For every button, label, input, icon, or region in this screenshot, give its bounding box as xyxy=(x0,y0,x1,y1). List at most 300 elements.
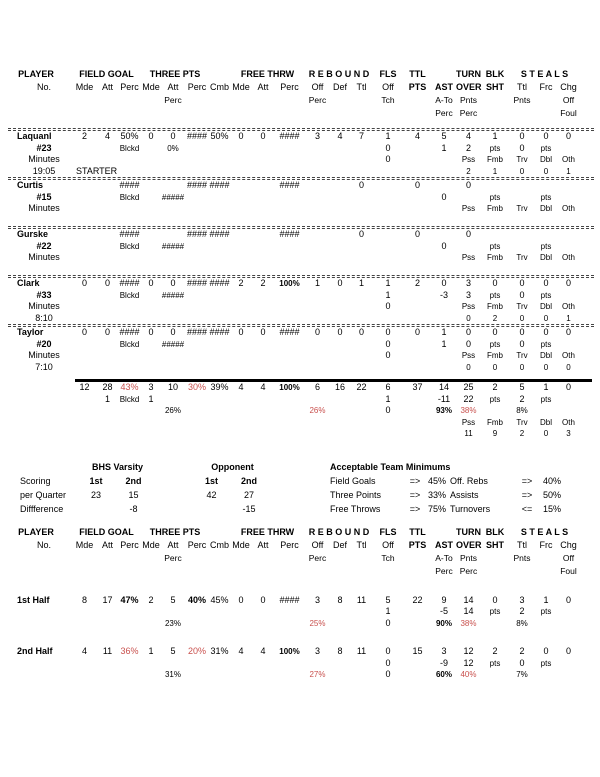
cell: 0 xyxy=(519,313,525,323)
cell: Dbl xyxy=(539,351,552,360)
cell: => xyxy=(521,489,533,500)
cell: Curtis xyxy=(17,180,44,190)
cell: 100% xyxy=(279,279,300,288)
cell: Ttl xyxy=(517,539,527,550)
cell: 3 xyxy=(314,646,320,656)
cell: 45% xyxy=(210,594,229,605)
cell: 30% xyxy=(187,382,206,392)
cell: 0 xyxy=(566,362,571,372)
cell: 0 xyxy=(238,131,244,141)
summary-titles-row xyxy=(0,460,600,474)
cell: Trv xyxy=(516,417,528,427)
cell: pts xyxy=(540,394,552,404)
cell: Foul xyxy=(560,108,577,118)
cell: 8 xyxy=(81,594,87,605)
cell: pts xyxy=(489,143,501,153)
cell: PTS xyxy=(408,82,427,92)
cell: 38% xyxy=(460,406,477,415)
cell: Blckd xyxy=(119,241,140,251)
cell: 2nd xyxy=(125,475,142,486)
cell: 31% xyxy=(164,670,181,679)
cell: 0% xyxy=(167,143,179,153)
cell: Pss xyxy=(461,302,476,311)
cell: BHS Varsity xyxy=(91,461,144,472)
cell: #### xyxy=(209,180,230,190)
cell: 0 xyxy=(385,646,391,656)
cell: Att xyxy=(167,82,179,92)
totals-block xyxy=(0,382,600,440)
cell: 5 xyxy=(441,131,447,141)
summary-row-quarter xyxy=(0,488,600,502)
cell: S T E A L S xyxy=(520,526,569,537)
cell: Minutes xyxy=(28,203,60,213)
cell: Oth xyxy=(562,351,575,360)
cell: A-To xyxy=(435,552,453,563)
cell: 0 xyxy=(337,327,343,337)
cell: SHT xyxy=(486,539,504,550)
header-row-groups xyxy=(0,526,580,539)
cell: TURN xyxy=(456,526,481,537)
cell: 4 xyxy=(260,382,266,392)
cell: 1 xyxy=(358,278,364,288)
cell: 90% xyxy=(435,618,452,628)
cell: Oth xyxy=(562,155,575,164)
cell: 36% xyxy=(120,646,139,656)
cell: Mde xyxy=(75,82,94,92)
cell: Frc xyxy=(539,82,553,92)
cell: FIELD GOAL xyxy=(79,69,134,79)
cell: 33% xyxy=(427,489,446,500)
cell: #### xyxy=(209,278,230,288)
cell: Perc xyxy=(120,539,139,550)
player-row-time xyxy=(0,215,580,227)
cell: Diffference xyxy=(20,503,64,514)
cell: Perc xyxy=(187,82,207,92)
cell: Perc xyxy=(120,82,139,92)
cell: 8% xyxy=(516,406,528,415)
cell: 0 xyxy=(414,229,420,239)
cell: 12 xyxy=(463,657,474,668)
spacer xyxy=(0,578,600,595)
cell: 5 xyxy=(170,646,176,656)
cell: Ttl xyxy=(356,82,367,92)
cell: <= xyxy=(521,503,533,514)
cell: THREE PTS xyxy=(149,526,201,537)
cell: 14 xyxy=(463,606,474,616)
cell: STARTER xyxy=(76,165,118,176)
player-row-minutes xyxy=(0,154,580,166)
cell: Pss xyxy=(461,155,476,164)
cell: #### xyxy=(279,180,300,190)
cell: #### xyxy=(119,278,140,288)
cell: 100% xyxy=(279,647,300,656)
cell: 0 xyxy=(565,327,571,337)
cell: 0 xyxy=(565,278,571,288)
cell: 4 xyxy=(465,131,471,141)
cell: Fmb xyxy=(487,155,503,164)
player-row-main xyxy=(0,327,580,339)
cell: 1 xyxy=(566,313,571,323)
cell: 2 xyxy=(414,278,420,288)
cell: 7:10 xyxy=(35,361,53,372)
cell: 0 xyxy=(385,669,391,679)
cell: 0 xyxy=(104,278,110,288)
cell: Minutes xyxy=(28,252,60,262)
cell: Att xyxy=(101,82,113,92)
player-row-main xyxy=(0,131,580,143)
cell: A-To xyxy=(435,95,453,105)
cell: 5 xyxy=(519,382,525,392)
cell: BLK xyxy=(485,526,505,537)
cell: 0 xyxy=(543,362,549,372)
cell: 4 xyxy=(81,646,87,656)
cell: 0 xyxy=(385,301,391,311)
cell: 0 xyxy=(170,278,176,288)
cell: 28 xyxy=(102,382,113,392)
cell: 0 xyxy=(441,278,447,288)
cell: FREE THRW xyxy=(240,69,295,79)
player-row-number xyxy=(0,143,580,155)
cell: 12 xyxy=(79,382,90,392)
player-row-minutes xyxy=(0,203,580,215)
cell: #23 xyxy=(36,142,52,153)
cell: Dbl xyxy=(539,302,552,311)
cell: 3 xyxy=(465,278,471,288)
player-block-clark xyxy=(0,278,600,324)
cell: 0 xyxy=(260,594,266,605)
cell: 0 xyxy=(465,338,471,349)
cell: Trv xyxy=(516,155,528,164)
cell: 0 xyxy=(238,327,244,337)
cell: 0 xyxy=(565,646,571,656)
player-row-time xyxy=(0,362,580,374)
cell: -11 xyxy=(437,393,451,404)
cell: 1 xyxy=(104,393,110,404)
cell: 0 xyxy=(465,327,471,337)
cell: 0 xyxy=(543,646,549,656)
cell: 1st xyxy=(89,475,103,486)
cell: Scoring xyxy=(20,475,51,486)
cell: 4 xyxy=(337,131,343,141)
cell: 8 xyxy=(337,646,343,656)
cell: Perc xyxy=(187,539,207,550)
cell: Att xyxy=(257,82,269,92)
cell: 2 xyxy=(466,166,471,176)
cell: 1st xyxy=(204,475,218,486)
cell: 2 xyxy=(519,606,525,616)
cell: 0 xyxy=(492,362,498,372)
cell: 0 xyxy=(519,289,525,300)
cell: 0 xyxy=(385,657,391,668)
cell: AST xyxy=(435,82,453,92)
cell: 0 xyxy=(238,594,244,605)
cell: Tch xyxy=(381,95,395,105)
cell: Att xyxy=(101,539,113,550)
cell: Perc xyxy=(280,539,299,550)
cell: Minutes xyxy=(28,154,60,164)
cell: 93% xyxy=(435,406,452,415)
cell: pts xyxy=(540,339,552,349)
cell: #22 xyxy=(36,240,52,251)
cell: 40% xyxy=(542,475,561,486)
cell: 0 xyxy=(385,338,391,349)
cell: -3 xyxy=(439,289,448,300)
cell: 3 xyxy=(148,382,154,392)
second-half-block xyxy=(0,646,600,681)
cell: Chg xyxy=(560,539,577,550)
cell: R E B O U N D xyxy=(308,526,370,537)
cell: #### xyxy=(186,131,208,141)
cell: 0 xyxy=(492,327,498,337)
cell: 11 xyxy=(464,429,473,438)
cell: Acceptable Team Minimums xyxy=(330,461,451,472)
cell: 0 xyxy=(337,278,343,288)
cell: 1 xyxy=(148,646,154,656)
player-block-curtis xyxy=(0,180,600,226)
spacer xyxy=(0,0,600,68)
cell: 22 xyxy=(463,393,474,404)
player-block-taylor xyxy=(0,327,600,373)
cell: 11 xyxy=(356,646,367,656)
header-row-groups xyxy=(0,68,580,81)
cell: 40% xyxy=(460,670,477,679)
cell: 14 xyxy=(463,594,474,605)
cell: No. xyxy=(36,539,51,550)
cell: 0 xyxy=(414,180,420,190)
cell: Chg xyxy=(560,82,577,92)
cell: 0 xyxy=(543,131,549,141)
cell: #### xyxy=(209,229,230,239)
cell: Fmb xyxy=(487,204,503,213)
cell: #33 xyxy=(36,289,52,300)
cell: Def xyxy=(332,82,347,92)
cell: Mde xyxy=(232,539,250,550)
cell: #### xyxy=(186,229,208,239)
cell: 0 xyxy=(358,229,364,239)
cell: Ttl xyxy=(517,82,527,92)
cell: Turnovers xyxy=(450,503,491,514)
cell: Perc xyxy=(435,108,453,118)
cell: 4 xyxy=(238,646,244,656)
cell: Att xyxy=(257,539,269,550)
cell: Oth xyxy=(562,417,575,427)
cell: 0 xyxy=(466,313,471,323)
cell: Off xyxy=(562,95,575,105)
cell: Oth xyxy=(562,204,575,213)
cell: 12 xyxy=(463,646,474,656)
cell: 2 xyxy=(492,646,498,656)
cell: 0 xyxy=(543,327,549,337)
half-row-main xyxy=(0,595,580,607)
cell: 0 xyxy=(81,327,87,337)
cell: 6 xyxy=(314,382,320,392)
summary-row-scoring xyxy=(0,474,600,488)
cell: 2 xyxy=(492,313,498,323)
cell: Cmb xyxy=(209,82,229,92)
cell: Three Points xyxy=(330,489,382,500)
cell: Minutes xyxy=(28,350,60,360)
cell: Fmb xyxy=(487,351,503,360)
summary-section xyxy=(0,460,600,516)
spacer xyxy=(0,440,600,460)
cell: 3 xyxy=(314,594,320,605)
cell: Dbl xyxy=(539,253,552,262)
cell: 11 xyxy=(356,594,367,605)
cell: 50% xyxy=(120,131,139,141)
cell: AST xyxy=(435,539,453,550)
cell: 50% xyxy=(210,131,229,141)
cell: 0 xyxy=(385,617,391,628)
totals-row-labels xyxy=(0,417,580,429)
cell: #### xyxy=(209,327,230,337)
player-row-number xyxy=(0,241,580,253)
cell: 0 xyxy=(441,191,447,202)
cell: 16 xyxy=(334,382,345,392)
cell: 0 xyxy=(543,429,549,438)
cell: 0 xyxy=(543,313,549,323)
player-row-number xyxy=(0,290,580,302)
cell: Off. Rebs xyxy=(450,475,488,486)
cell: 0 xyxy=(148,131,154,141)
cell: Frc xyxy=(539,539,553,550)
cell: 0 xyxy=(104,327,110,337)
cell: 75% xyxy=(427,503,446,514)
cell: S T E A L S xyxy=(520,69,569,79)
cell: 47% xyxy=(120,594,139,605)
cell: Perc xyxy=(435,565,453,576)
cell: pts xyxy=(489,658,501,668)
cell: pts xyxy=(489,192,501,202)
cell: #### xyxy=(279,229,300,239)
cell: Cmb xyxy=(209,539,229,550)
cell: ##### xyxy=(161,339,185,349)
cell: 5 xyxy=(385,594,391,605)
header-row-columns xyxy=(0,81,580,94)
header-row-sub1 xyxy=(0,94,580,107)
cell: pts xyxy=(489,290,501,300)
cell: 0 xyxy=(519,142,525,153)
cell: Fmb xyxy=(487,302,503,311)
cell: Off xyxy=(382,82,394,92)
cell: 0 xyxy=(543,278,549,288)
player-row-minutes xyxy=(0,350,580,362)
cell: 0 xyxy=(492,278,498,288)
cell: Pss xyxy=(461,351,476,360)
cell: Pss xyxy=(461,204,476,213)
cell: 8 xyxy=(337,594,343,605)
cell: Fmb xyxy=(487,253,503,262)
cell: pts xyxy=(540,192,552,202)
cell: 37 xyxy=(412,382,423,392)
cell: 0 xyxy=(441,240,447,251)
cell: 1 xyxy=(385,393,391,404)
cell: 40% xyxy=(187,594,206,605)
cell: 2 xyxy=(519,646,525,656)
cell: Off xyxy=(311,82,324,92)
cell: TURN xyxy=(456,69,481,79)
player-row-minutes xyxy=(0,252,580,264)
cell: pts xyxy=(540,241,552,251)
cell: Att xyxy=(167,539,179,550)
cell: 15% xyxy=(542,503,561,514)
cell: 2 xyxy=(492,382,498,392)
cell: PLAYER xyxy=(18,69,54,79)
player-block-laquanl xyxy=(0,131,600,177)
half-row-2 xyxy=(0,658,580,670)
cell: Perc xyxy=(459,108,478,118)
cell: 2 xyxy=(238,278,244,288)
cell: => xyxy=(409,475,421,486)
cell: 0 xyxy=(565,382,571,392)
cell: 39% xyxy=(210,382,229,392)
cell: 0 xyxy=(385,405,391,415)
cell: pts xyxy=(540,658,552,668)
cell: 26% xyxy=(164,406,181,415)
cell: -8 xyxy=(129,503,138,514)
cell: -5 xyxy=(439,606,448,616)
cell: #### xyxy=(186,278,208,288)
cell: 0 xyxy=(358,180,364,190)
cell: Mde xyxy=(142,539,160,550)
cell: pts xyxy=(489,339,501,349)
cell: 22 xyxy=(412,594,423,605)
cell: Dbl xyxy=(539,155,552,164)
cell: Free Throws xyxy=(330,503,381,514)
spacer xyxy=(0,516,600,526)
header-row-sub1 xyxy=(0,552,580,565)
cell: Blckd xyxy=(119,192,140,202)
cell: 45% xyxy=(427,475,446,486)
cell: Dbl xyxy=(539,204,552,213)
cell: Tch xyxy=(381,552,395,563)
cell: Minutes xyxy=(28,301,60,311)
cell: Fmb xyxy=(487,417,503,427)
cell: 1 xyxy=(492,131,498,141)
totals-row-values xyxy=(0,428,580,440)
cell: 15 xyxy=(412,646,423,656)
cell: #15 xyxy=(36,191,52,202)
cell: #### xyxy=(279,131,300,141)
cell: 17 xyxy=(102,594,113,605)
cell: 38% xyxy=(460,618,477,628)
cell: 1 xyxy=(314,278,320,288)
cell: 14 xyxy=(438,382,449,392)
cell: Trv xyxy=(516,351,528,360)
cell: No. xyxy=(36,82,51,92)
cell: 1st Half xyxy=(17,594,50,605)
cell: 1 xyxy=(441,338,447,349)
cell: 0 xyxy=(385,142,391,153)
cell: Blckd xyxy=(119,339,140,349)
first-half-block xyxy=(0,595,600,630)
cell: Mde xyxy=(75,539,94,550)
totals-row-main xyxy=(0,382,580,394)
header-row-sub2 xyxy=(0,565,580,578)
cell: pts xyxy=(489,394,501,404)
cell: Perc xyxy=(459,565,478,576)
cell: 22 xyxy=(356,382,367,392)
cell: 0 xyxy=(465,229,471,239)
cell: 50% xyxy=(542,489,561,500)
cell: Taylor xyxy=(17,327,44,337)
cell: 8:10 xyxy=(35,312,53,323)
cell: 2nd xyxy=(240,475,257,486)
cell: -15 xyxy=(242,503,256,514)
cell: pts xyxy=(540,290,552,300)
cell: 3 xyxy=(465,289,471,300)
header-row-sub2 xyxy=(0,107,580,120)
cell: Trv xyxy=(516,302,528,311)
